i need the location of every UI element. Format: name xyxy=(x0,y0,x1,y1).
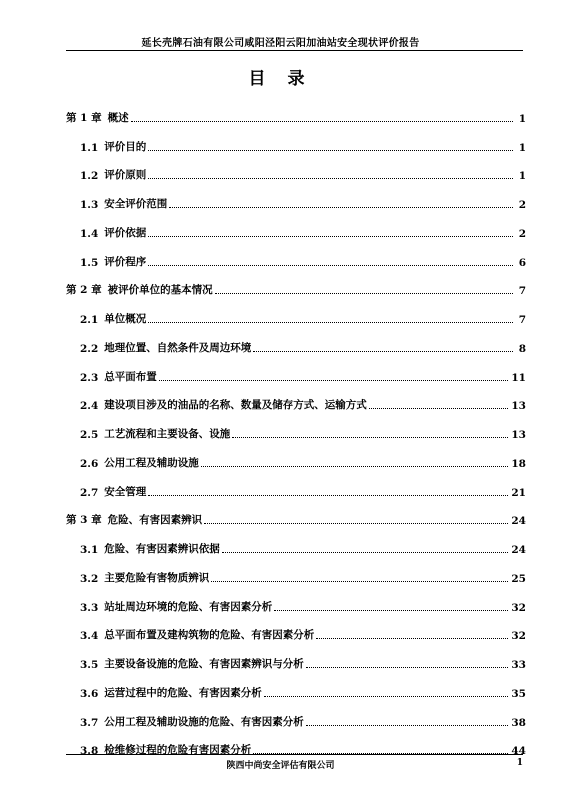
toc-dot-leader xyxy=(215,293,513,294)
toc-entry-title: 运营过程中的危险、有害因素分析 xyxy=(104,686,262,699)
toc-entry-number: 3.6 xyxy=(80,687,99,700)
toc-entry-page: 24 xyxy=(511,544,526,556)
toc-entry-page: 32 xyxy=(511,630,526,643)
toc-entry-page: 7 xyxy=(518,314,526,326)
toc-section-entry[interactable] xyxy=(66,585,526,614)
toc-entry-page: 11 xyxy=(511,371,526,384)
toc-dot-leader xyxy=(204,523,508,524)
toc-section-entry[interactable] xyxy=(66,470,526,499)
toc-entry-number: 第 3 章 xyxy=(66,514,102,527)
toc-entry-title: 概述 xyxy=(107,111,129,124)
toc-section-entry[interactable] xyxy=(66,182,526,211)
table-of-contents xyxy=(66,96,526,757)
toc-dot-leader xyxy=(306,725,509,726)
toc-entry-number: 3.1 xyxy=(80,544,99,556)
toc-section-entry[interactable] xyxy=(66,125,526,154)
toc-dot-leader xyxy=(148,322,513,323)
toc-entry-number: 2.4 xyxy=(80,400,99,413)
toc-entry-number: 1.2 xyxy=(80,170,99,183)
toc-entry-number: 2.6 xyxy=(80,457,99,470)
toc-section-entry[interactable] xyxy=(66,154,526,183)
toc-entry-number: 第 2 章 xyxy=(66,284,102,297)
toc-entry-page: 24 xyxy=(511,515,526,528)
toc-dot-leader xyxy=(232,437,508,438)
toc-dot-leader xyxy=(316,638,508,639)
toc-entry-page: 13 xyxy=(511,429,526,441)
toc-dot-leader xyxy=(148,265,513,266)
toc-entry-page: 1 xyxy=(518,141,526,154)
toc-entry-number: 2.1 xyxy=(80,314,99,326)
toc-chapter-entry[interactable] xyxy=(66,96,526,125)
toc-section-entry[interactable] xyxy=(66,211,526,240)
toc-entry-number: 1.4 xyxy=(80,227,99,240)
toc-section-entry[interactable] xyxy=(66,700,526,729)
toc-entry-number: 3.3 xyxy=(80,601,99,614)
toc-section-entry[interactable] xyxy=(66,527,526,556)
toc-entry-title: 单位概况 xyxy=(104,313,147,325)
toc-chapter-entry[interactable] xyxy=(66,269,526,298)
footer-page-number: 1 xyxy=(516,758,523,768)
toc-entry-title: 建设项目涉及的油品的名称、数量及储存方式、运输方式 xyxy=(104,399,367,412)
toc-entry-page: 38 xyxy=(511,716,526,729)
toc-entry-number: 2.7 xyxy=(80,486,99,499)
toc-entry-number: 3.8 xyxy=(80,745,99,758)
toc-section-entry[interactable] xyxy=(66,384,526,413)
toc-chapter-entry[interactable] xyxy=(66,499,526,528)
footer-divider xyxy=(66,754,523,755)
toc-entry-page: 1 xyxy=(518,170,526,183)
toc-entry-title: 危险、有害因素辨识 xyxy=(107,514,203,527)
toc-entry-page: 13 xyxy=(511,400,526,413)
toc-entry-number: 2.5 xyxy=(80,429,99,441)
toc-entry-page: 6 xyxy=(518,256,526,269)
toc-dot-leader xyxy=(306,667,509,668)
toc-section-entry[interactable] xyxy=(66,671,526,700)
toc-section-entry[interactable] xyxy=(66,642,526,671)
toc-section-entry[interactable] xyxy=(66,326,526,355)
toc-dot-leader xyxy=(264,696,509,697)
toc-entry-number: 3.2 xyxy=(80,572,99,585)
toc-dot-leader xyxy=(148,150,513,151)
footer-company: 陕西中尚安全评估有限公司 xyxy=(226,761,335,771)
toc-dot-leader xyxy=(222,552,509,553)
toc-entry-page: 25 xyxy=(511,572,526,585)
toc-entry-page: 21 xyxy=(511,486,526,499)
toc-entry-page: 18 xyxy=(511,457,526,470)
header-title: 延长壳牌石油有限公司咸阳泾阳云阳加油站安全现状评价报告 xyxy=(141,38,420,49)
toc-entry-title: 评价目的 xyxy=(104,140,147,153)
toc-dot-leader xyxy=(159,380,509,381)
toc-section-entry[interactable] xyxy=(66,441,526,470)
toc-entry-page: 2 xyxy=(518,227,526,240)
toc-dot-leader xyxy=(253,351,513,352)
toc-entry-title: 评价依据 xyxy=(104,226,147,239)
toc-section-entry[interactable] xyxy=(66,412,526,441)
toc-entry-page: 35 xyxy=(511,687,526,700)
toc-entry-page: 1 xyxy=(518,112,526,125)
toc-title: 目 录 xyxy=(248,69,313,89)
toc-entry-title: 评价原则 xyxy=(104,169,147,182)
toc-entry-title: 评价程序 xyxy=(104,255,147,268)
toc-entry-title: 危险、有害因素辨识依据 xyxy=(104,543,220,555)
toc-entry-title: 工艺流程和主要设备、设施 xyxy=(104,428,231,440)
toc-entry-number: 1.5 xyxy=(80,256,99,269)
toc-entry-number: 3.7 xyxy=(80,716,99,729)
toc-entry-number: 1.3 xyxy=(80,199,99,211)
toc-entry-page: 2 xyxy=(518,199,526,211)
toc-entry-number: 2.2 xyxy=(80,342,99,355)
toc-section-entry[interactable] xyxy=(66,556,526,585)
toc-entry-title: 总平面布置 xyxy=(104,370,157,383)
toc-dot-leader xyxy=(274,610,508,611)
toc-entry-page: 8 xyxy=(518,342,526,355)
toc-section-entry[interactable] xyxy=(66,614,526,643)
toc-entry-number: 3.5 xyxy=(80,659,99,671)
toc-entry-title: 被评价单位的基本情况 xyxy=(107,284,213,297)
toc-entry-page: 7 xyxy=(518,285,526,298)
toc-entry-title: 主要危险有害物质辨识 xyxy=(104,571,210,584)
toc-entry-page: 44 xyxy=(511,745,526,758)
toc-section-entry[interactable] xyxy=(66,355,526,384)
toc-dot-leader xyxy=(148,236,513,237)
toc-dot-leader xyxy=(169,207,513,208)
toc-entry-title: 主要设备设施的危险、有害因素辨识与分析 xyxy=(104,658,304,670)
toc-dot-leader xyxy=(148,178,513,179)
toc-entry-title: 公用工程及辅助设施的危险、有害因素分析 xyxy=(104,715,304,728)
toc-entry-title: 安全管理 xyxy=(104,485,147,498)
toc-entry-page: 32 xyxy=(511,601,526,614)
header-divider xyxy=(66,50,523,51)
toc-entry-title: 总平面布置及建构筑物的危险、有害因素分析 xyxy=(104,629,315,642)
toc-entry-number: 2.3 xyxy=(80,371,99,384)
toc-entry-title: 公用工程及辅助设施 xyxy=(104,456,199,469)
toc-entry-number: 第 1 章 xyxy=(66,111,102,124)
toc-dot-leader xyxy=(148,495,508,496)
toc-entry-title: 检维修过程的危险有害因素分析 xyxy=(104,744,252,757)
toc-section-entry[interactable] xyxy=(66,729,526,758)
toc-entry-title: 地理位置、自然条件及周边环境 xyxy=(104,341,252,354)
toc-dot-leader xyxy=(201,466,509,467)
toc-dot-leader xyxy=(131,121,513,122)
toc-section-entry[interactable] xyxy=(66,297,526,326)
toc-entry-title: 站址周边环境的危险、有害因素分析 xyxy=(104,600,273,613)
toc-section-entry[interactable] xyxy=(66,240,526,269)
toc-entry-number: 3.4 xyxy=(80,630,99,643)
toc-dot-leader xyxy=(211,581,508,582)
toc-entry-title: 安全评价范围 xyxy=(104,198,168,210)
toc-entry-page: 33 xyxy=(511,659,526,671)
toc-dot-leader xyxy=(369,408,509,409)
toc-entry-number: 1.1 xyxy=(80,141,99,154)
